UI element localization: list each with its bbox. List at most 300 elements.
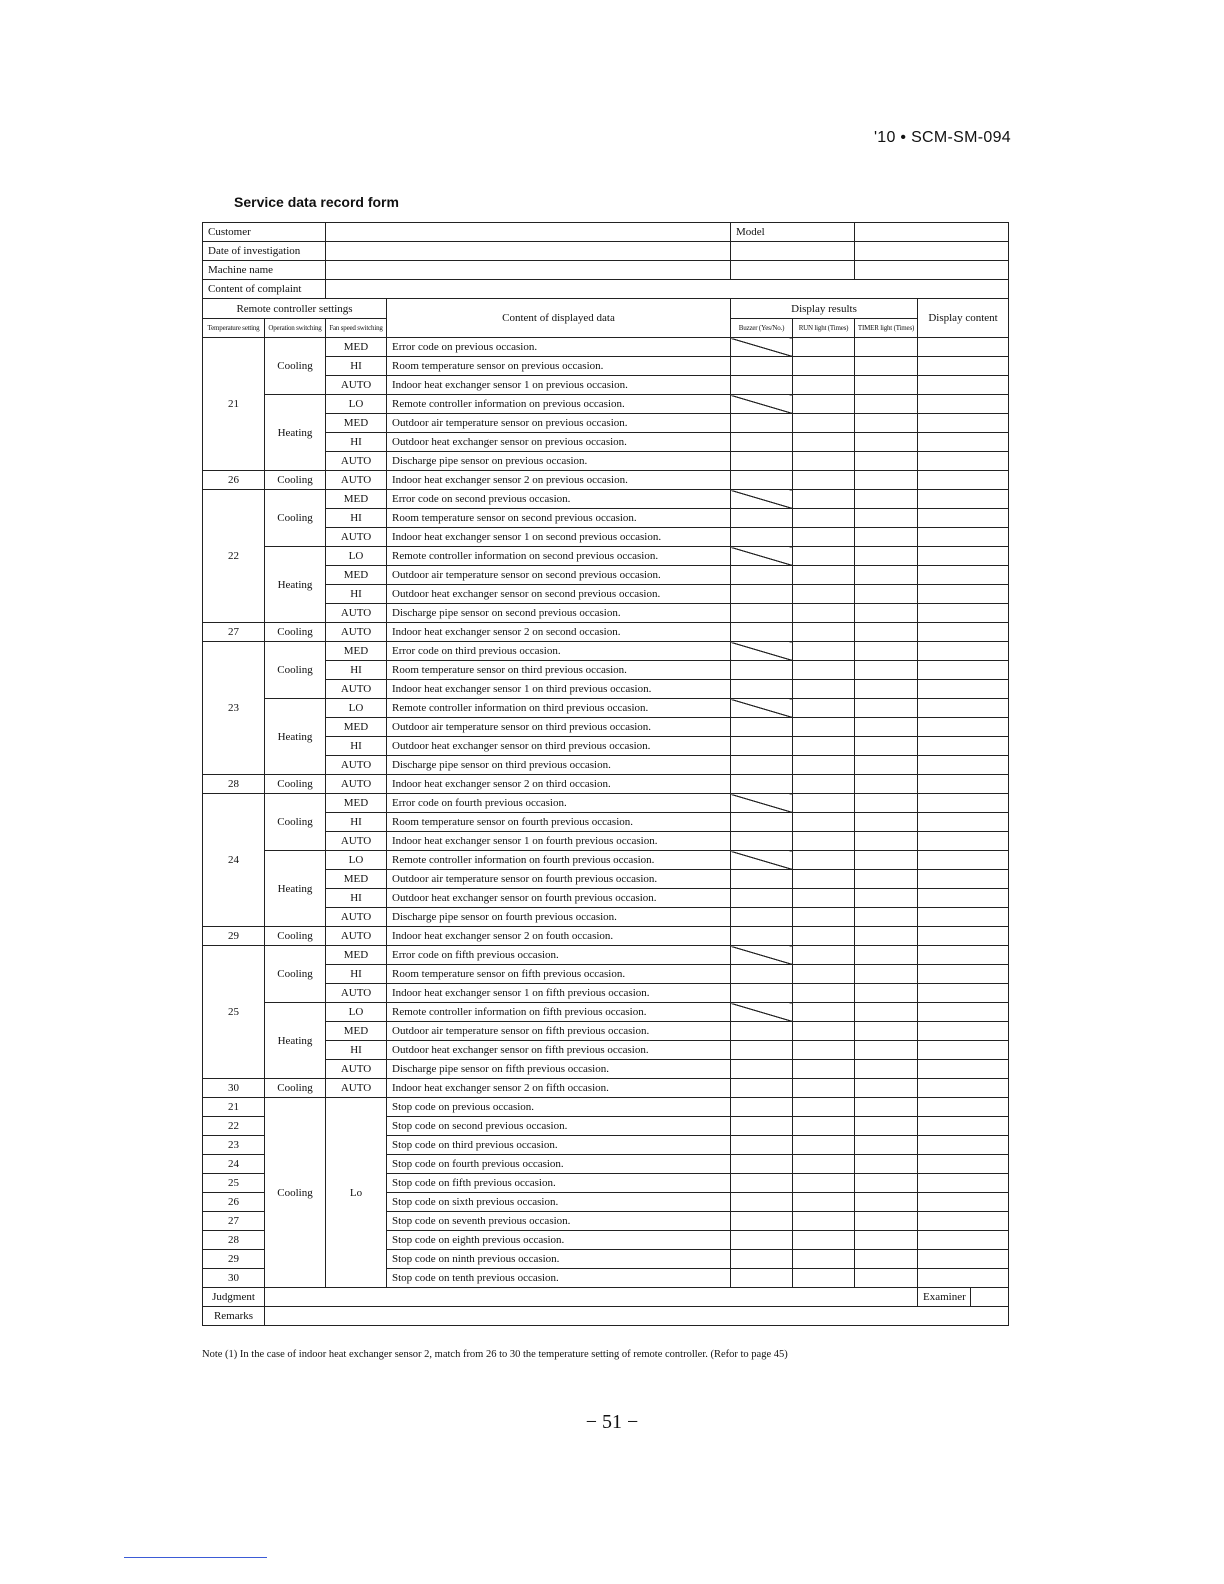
display-content-cell[interactable] bbox=[918, 547, 1009, 566]
temp-setting-cell: 25 bbox=[203, 1174, 265, 1193]
timer-light-cell[interactable] bbox=[855, 1060, 918, 1079]
timer-light-cell[interactable] bbox=[855, 566, 918, 585]
run-light-cell[interactable] bbox=[793, 661, 855, 680]
timer-light-cell[interactable] bbox=[855, 604, 918, 623]
timer-light-cell[interactable] bbox=[855, 623, 918, 642]
buzzer-cell[interactable] bbox=[731, 1212, 793, 1231]
fan-speed-cell: HI bbox=[326, 813, 387, 832]
run-light-cell[interactable] bbox=[793, 338, 855, 357]
display-content-cell[interactable] bbox=[918, 737, 1009, 756]
run-light-cell[interactable] bbox=[793, 395, 855, 414]
display-content-cell[interactable] bbox=[918, 1250, 1009, 1269]
display-content-cell[interactable] bbox=[918, 433, 1009, 452]
buzzer-cell[interactable] bbox=[731, 699, 793, 718]
buzzer-cell[interactable] bbox=[731, 851, 793, 870]
data-row bbox=[203, 1003, 1009, 1022]
buzzer-cell[interactable] bbox=[731, 1079, 793, 1098]
temp-setting-cell: 21 bbox=[203, 338, 265, 471]
timer-light-cell[interactable] bbox=[855, 376, 918, 395]
run-light-cell[interactable] bbox=[793, 585, 855, 604]
buzzer-cell[interactable] bbox=[731, 566, 793, 585]
buzzer-cell[interactable] bbox=[731, 490, 793, 509]
temp-setting-cell: 28 bbox=[203, 1231, 265, 1250]
timer-light-cell[interactable] bbox=[855, 851, 918, 870]
temp-setting-header: Temperature setting bbox=[203, 319, 265, 338]
fan-speed-cell: MED bbox=[326, 1022, 387, 1041]
content-header: Content of displayed data bbox=[387, 299, 731, 338]
run-light-cell[interactable] bbox=[793, 1041, 855, 1060]
content-cell: Indoor heat exchanger sensor 1 on fourth previous occasion. bbox=[387, 832, 731, 851]
customer-label: Customer bbox=[203, 223, 326, 242]
run-light-cell[interactable] bbox=[793, 1269, 855, 1288]
complaint-field[interactable] bbox=[326, 280, 1009, 299]
display-content-cell[interactable] bbox=[918, 1022, 1009, 1041]
run-light-cell[interactable] bbox=[793, 471, 855, 490]
content-cell: Error code on fifth previous occasion. bbox=[387, 946, 731, 965]
run-light-cell[interactable] bbox=[793, 756, 855, 775]
timer-light-cell[interactable] bbox=[855, 775, 918, 794]
temp-setting-cell: 28 bbox=[203, 775, 265, 794]
run-light-cell[interactable] bbox=[793, 775, 855, 794]
buzzer-cell[interactable] bbox=[731, 642, 793, 661]
content-cell: Outdoor air temperature sensor on second previous occasion. bbox=[387, 566, 731, 585]
timer-light-cell[interactable] bbox=[855, 908, 918, 927]
run-light-cell[interactable] bbox=[793, 965, 855, 984]
content-cell: Error code on second previous occasion. bbox=[387, 490, 731, 509]
display-content-cell[interactable] bbox=[918, 1193, 1009, 1212]
display-content-cell[interactable] bbox=[918, 395, 1009, 414]
buzzer-cell[interactable] bbox=[731, 927, 793, 946]
content-cell: Stop code on fourth previous occasion. bbox=[387, 1155, 731, 1174]
run-light-cell[interactable] bbox=[793, 737, 855, 756]
buzzer-cell[interactable] bbox=[731, 832, 793, 851]
run-light-cell[interactable] bbox=[793, 1022, 855, 1041]
buzzer-cell[interactable] bbox=[731, 509, 793, 528]
remarks-row bbox=[203, 1307, 1009, 1326]
fan-speed-cell: HI bbox=[326, 965, 387, 984]
display-content-cell[interactable] bbox=[918, 642, 1009, 661]
buzzer-cell[interactable] bbox=[731, 756, 793, 775]
timer-light-cell[interactable] bbox=[855, 737, 918, 756]
display-content-cell[interactable] bbox=[918, 1098, 1009, 1117]
timer-light-cell[interactable] bbox=[855, 585, 918, 604]
buzzer-cell[interactable] bbox=[731, 1003, 793, 1022]
timer-light-cell[interactable] bbox=[855, 1174, 918, 1193]
display-content-cell[interactable] bbox=[918, 357, 1009, 376]
buzzer-cell[interactable] bbox=[731, 1060, 793, 1079]
timer-light-cell[interactable] bbox=[855, 1079, 918, 1098]
content-cell: Discharge pipe sensor on third previous occasion. bbox=[387, 756, 731, 775]
display-content-cell[interactable] bbox=[918, 585, 1009, 604]
timer-light-cell[interactable] bbox=[855, 1098, 918, 1117]
fan-speed-cell: MED bbox=[326, 946, 387, 965]
buzzer-cell[interactable] bbox=[731, 718, 793, 737]
buzzer-cell[interactable] bbox=[731, 870, 793, 889]
display-content-cell[interactable] bbox=[918, 661, 1009, 680]
fan-speed-cell: AUTO bbox=[326, 1079, 387, 1098]
machine-label: Machine name bbox=[203, 261, 326, 280]
run-light-cell[interactable] bbox=[793, 1155, 855, 1174]
fan-speed-cell: LO bbox=[326, 1003, 387, 1022]
buzzer-cell[interactable] bbox=[731, 395, 793, 414]
buzzer-cell[interactable] bbox=[731, 908, 793, 927]
data-row bbox=[203, 642, 1009, 661]
run-light-cell[interactable] bbox=[793, 832, 855, 851]
buzzer-cell[interactable] bbox=[731, 794, 793, 813]
display-content-cell[interactable] bbox=[918, 984, 1009, 1003]
content-cell: Outdoor heat exchanger sensor on previous occasion. bbox=[387, 433, 731, 452]
display-content-cell[interactable] bbox=[918, 471, 1009, 490]
display-content-cell[interactable] bbox=[918, 813, 1009, 832]
timer-light-cell[interactable] bbox=[855, 357, 918, 376]
content-cell: Outdoor air temperature sensor on fifth previous occasion. bbox=[387, 1022, 731, 1041]
buzzer-cell[interactable] bbox=[731, 965, 793, 984]
timer-light-cell[interactable] bbox=[855, 1250, 918, 1269]
timer-light-cell[interactable] bbox=[855, 414, 918, 433]
page-number: − 51 − bbox=[585, 1411, 639, 1433]
temp-setting-cell: 29 bbox=[203, 1250, 265, 1269]
timer-light-cell[interactable] bbox=[855, 528, 918, 547]
run-light-cell[interactable] bbox=[793, 1193, 855, 1212]
timer-light-cell[interactable] bbox=[855, 984, 918, 1003]
timer-light-cell[interactable] bbox=[855, 965, 918, 984]
display-content-cell[interactable] bbox=[918, 566, 1009, 585]
buzzer-cell[interactable] bbox=[731, 946, 793, 965]
content-cell: Stop code on seventh previous occasion. bbox=[387, 1212, 731, 1231]
run-light-cell[interactable] bbox=[793, 1079, 855, 1098]
temp-setting-cell: 22 bbox=[203, 490, 265, 623]
timer-light-cell[interactable] bbox=[855, 661, 918, 680]
fan-speed-cell: MED bbox=[326, 338, 387, 357]
buzzer-cell[interactable] bbox=[731, 547, 793, 566]
timer-light-cell[interactable] bbox=[855, 338, 918, 357]
timer-light-cell[interactable] bbox=[855, 699, 918, 718]
date-extra-field-2[interactable] bbox=[855, 242, 1009, 261]
buzzer-cell[interactable] bbox=[731, 1136, 793, 1155]
fan-speed-cell: MED bbox=[326, 794, 387, 813]
buzzer-cell[interactable] bbox=[731, 1250, 793, 1269]
run-light-cell[interactable] bbox=[793, 813, 855, 832]
date-field[interactable] bbox=[326, 242, 731, 261]
fan-speed-cell: HI bbox=[326, 509, 387, 528]
buzzer-cell[interactable] bbox=[731, 1231, 793, 1250]
timer-light-cell[interactable] bbox=[855, 1041, 918, 1060]
content-cell: Stop code on fifth previous occasion. bbox=[387, 1174, 731, 1193]
buzzer-cell[interactable] bbox=[731, 414, 793, 433]
buzzer-cell[interactable] bbox=[731, 452, 793, 471]
run-light-cell[interactable] bbox=[793, 566, 855, 585]
run-light-cell[interactable] bbox=[793, 680, 855, 699]
run-light-cell[interactable] bbox=[793, 642, 855, 661]
customer-field[interactable] bbox=[326, 223, 731, 242]
run-light-cell[interactable] bbox=[793, 908, 855, 927]
buzzer-cell[interactable] bbox=[731, 680, 793, 699]
buzzer-cell[interactable] bbox=[731, 1098, 793, 1117]
timer-light-cell[interactable] bbox=[855, 870, 918, 889]
run-light-cell[interactable] bbox=[793, 718, 855, 737]
op-cooling-cell: Cooling bbox=[265, 1098, 326, 1288]
timer-light-header: TIMER light (Times) bbox=[855, 319, 918, 338]
display-content-cell[interactable] bbox=[918, 528, 1009, 547]
temp-setting-cell: 26 bbox=[203, 471, 265, 490]
run-light-cell[interactable] bbox=[793, 889, 855, 908]
run-light-cell[interactable] bbox=[793, 452, 855, 471]
run-light-cell[interactable] bbox=[793, 376, 855, 395]
timer-light-cell[interactable] bbox=[855, 680, 918, 699]
display-content-cell[interactable] bbox=[918, 376, 1009, 395]
run-light-cell[interactable] bbox=[793, 547, 855, 566]
complaint-label: Content of complaint bbox=[203, 280, 326, 299]
display-content-cell[interactable] bbox=[918, 870, 1009, 889]
display-content-cell[interactable] bbox=[918, 1174, 1009, 1193]
display-content-cell[interactable] bbox=[918, 965, 1009, 984]
fan-speed-cell: HI bbox=[326, 1041, 387, 1060]
display-content-cell[interactable] bbox=[918, 851, 1009, 870]
display-content-cell[interactable] bbox=[918, 1079, 1009, 1098]
fan-speed-cell: AUTO bbox=[326, 680, 387, 699]
data-row bbox=[203, 699, 1009, 718]
date-extra-field[interactable] bbox=[731, 242, 855, 261]
display-content-cell[interactable] bbox=[918, 490, 1009, 509]
content-cell: Indoor heat exchanger sensor 2 on third occasion. bbox=[387, 775, 731, 794]
content-cell: Remote controller information on second previous occasion. bbox=[387, 547, 731, 566]
timer-light-cell[interactable] bbox=[855, 547, 918, 566]
content-cell: Stop code on sixth previous occasion. bbox=[387, 1193, 731, 1212]
timer-light-cell[interactable] bbox=[855, 1269, 918, 1288]
buzzer-cell[interactable] bbox=[731, 889, 793, 908]
timer-light-cell[interactable] bbox=[855, 927, 918, 946]
timer-light-cell[interactable] bbox=[855, 433, 918, 452]
run-light-cell[interactable] bbox=[793, 1136, 855, 1155]
display-content-cell[interactable] bbox=[918, 623, 1009, 642]
timer-light-cell[interactable] bbox=[855, 1022, 918, 1041]
data-row bbox=[203, 851, 1009, 870]
timer-light-cell[interactable] bbox=[855, 1117, 918, 1136]
op-cooling-cell: Cooling bbox=[265, 794, 326, 851]
display-results-header: Display results bbox=[731, 299, 918, 319]
display-content-cell[interactable] bbox=[918, 680, 1009, 699]
judgment-field[interactable] bbox=[265, 1288, 918, 1307]
buzzer-cell[interactable] bbox=[731, 1022, 793, 1041]
buzzer-cell[interactable] bbox=[731, 338, 793, 357]
model-label: Model bbox=[731, 223, 855, 242]
timer-light-cell[interactable] bbox=[855, 794, 918, 813]
buzzer-cell[interactable] bbox=[731, 1041, 793, 1060]
buzzer-cell[interactable] bbox=[731, 1269, 793, 1288]
display-content-cell[interactable] bbox=[918, 1231, 1009, 1250]
service-data-record-table bbox=[202, 222, 1009, 1326]
timer-light-cell[interactable] bbox=[855, 642, 918, 661]
judgment-row bbox=[203, 1288, 1009, 1307]
display-content-cell[interactable] bbox=[918, 699, 1009, 718]
display-content-cell[interactable] bbox=[918, 832, 1009, 851]
timer-light-cell[interactable] bbox=[855, 1212, 918, 1231]
timer-light-cell[interactable] bbox=[855, 718, 918, 737]
display-content-cell[interactable] bbox=[918, 604, 1009, 623]
content-cell: Outdoor air temperature sensor on previous occasion. bbox=[387, 414, 731, 433]
fan-speed-cell: HI bbox=[326, 585, 387, 604]
buzzer-cell[interactable] bbox=[731, 1155, 793, 1174]
content-cell: Discharge pipe sensor on fourth previous occasion. bbox=[387, 908, 731, 927]
content-cell: Indoor heat exchanger sensor 2 on second occasion. bbox=[387, 623, 731, 642]
display-content-cell[interactable] bbox=[918, 1117, 1009, 1136]
display-content-cell[interactable] bbox=[918, 338, 1009, 357]
run-light-cell[interactable] bbox=[793, 1098, 855, 1117]
run-light-cell[interactable] bbox=[793, 1212, 855, 1231]
op-cooling-cell: Cooling bbox=[265, 623, 326, 642]
content-cell: Stop code on third previous occasion. bbox=[387, 1136, 731, 1155]
timer-light-cell[interactable] bbox=[855, 471, 918, 490]
display-content-cell[interactable] bbox=[918, 889, 1009, 908]
content-cell: Error code on previous occasion. bbox=[387, 338, 731, 357]
run-light-cell[interactable] bbox=[793, 927, 855, 946]
run-light-cell[interactable] bbox=[793, 1231, 855, 1250]
content-cell: Remote controller information on third previous occasion. bbox=[387, 699, 731, 718]
buzzer-cell[interactable] bbox=[731, 775, 793, 794]
run-light-cell[interactable] bbox=[793, 1174, 855, 1193]
buzzer-cell[interactable] bbox=[731, 1174, 793, 1193]
fan-speed-cell: AUTO bbox=[326, 984, 387, 1003]
display-content-cell[interactable] bbox=[918, 414, 1009, 433]
op-cooling-cell: Cooling bbox=[265, 642, 326, 699]
run-light-cell[interactable] bbox=[793, 946, 855, 965]
content-cell: Room temperature sensor on fifth previous occasion. bbox=[387, 965, 731, 984]
display-content-cell[interactable] bbox=[918, 794, 1009, 813]
run-light-cell[interactable] bbox=[793, 794, 855, 813]
display-content-cell[interactable] bbox=[918, 1041, 1009, 1060]
buzzer-cell[interactable] bbox=[731, 1193, 793, 1212]
run-light-cell[interactable] bbox=[793, 984, 855, 1003]
buzzer-cell[interactable] bbox=[731, 623, 793, 642]
display-content-cell[interactable] bbox=[918, 509, 1009, 528]
run-light-cell[interactable] bbox=[793, 870, 855, 889]
buzzer-cell[interactable] bbox=[731, 471, 793, 490]
buzzer-cell[interactable] bbox=[731, 357, 793, 376]
sensor2-row bbox=[203, 1079, 1009, 1098]
remarks-label: Remarks bbox=[203, 1307, 265, 1326]
content-cell: Error code on fourth previous occasion. bbox=[387, 794, 731, 813]
machine-field[interactable] bbox=[326, 261, 731, 280]
machine-extra-field-2[interactable] bbox=[855, 261, 1009, 280]
temp-setting-cell: 21 bbox=[203, 1098, 265, 1117]
timer-light-cell[interactable] bbox=[855, 756, 918, 775]
customer-row bbox=[203, 223, 1009, 242]
timer-light-cell[interactable] bbox=[855, 509, 918, 528]
display-content-cell[interactable] bbox=[918, 1136, 1009, 1155]
content-cell: Indoor heat exchanger sensor 1 on previous occasion. bbox=[387, 376, 731, 395]
run-light-cell[interactable] bbox=[793, 1003, 855, 1022]
run-light-cell[interactable] bbox=[793, 490, 855, 509]
examiner-label: Examiner bbox=[918, 1288, 971, 1307]
buzzer-cell[interactable] bbox=[731, 604, 793, 623]
display-content-cell[interactable] bbox=[918, 756, 1009, 775]
fan-speed-cell: LO bbox=[326, 699, 387, 718]
display-content-cell[interactable] bbox=[918, 1003, 1009, 1022]
model-field[interactable] bbox=[855, 223, 1009, 242]
fan-speed-cell: HI bbox=[326, 737, 387, 756]
buzzer-cell[interactable] bbox=[731, 376, 793, 395]
display-content-header: Display content bbox=[918, 299, 1009, 338]
content-cell: Room temperature sensor on second previous occasion. bbox=[387, 509, 731, 528]
buzzer-cell[interactable] bbox=[731, 585, 793, 604]
run-light-cell[interactable] bbox=[793, 509, 855, 528]
display-content-cell[interactable] bbox=[918, 1060, 1009, 1079]
timer-light-cell[interactable] bbox=[855, 1155, 918, 1174]
display-content-cell[interactable] bbox=[918, 452, 1009, 471]
timer-light-cell[interactable] bbox=[855, 1193, 918, 1212]
examiner-field[interactable] bbox=[971, 1288, 1009, 1307]
content-cell: Outdoor heat exchanger sensor on fourth previous occasion. bbox=[387, 889, 731, 908]
timer-light-cell[interactable] bbox=[855, 889, 918, 908]
display-content-cell[interactable] bbox=[918, 1155, 1009, 1174]
buzzer-cell[interactable] bbox=[731, 661, 793, 680]
display-content-cell[interactable] bbox=[918, 1269, 1009, 1288]
timer-light-cell[interactable] bbox=[855, 813, 918, 832]
buzzer-cell[interactable] bbox=[731, 528, 793, 547]
timer-light-cell[interactable] bbox=[855, 1231, 918, 1250]
fan-speed-cell: AUTO bbox=[326, 775, 387, 794]
buzzer-cell[interactable] bbox=[731, 737, 793, 756]
display-content-cell[interactable] bbox=[918, 718, 1009, 737]
timer-light-cell[interactable] bbox=[855, 395, 918, 414]
machine-extra-field[interactable] bbox=[731, 261, 855, 280]
buzzer-cell[interactable] bbox=[731, 1117, 793, 1136]
run-light-cell[interactable] bbox=[793, 1060, 855, 1079]
run-light-cell[interactable] bbox=[793, 1117, 855, 1136]
document-id: '10 • SCM-SM-094 bbox=[873, 129, 1011, 146]
sensor2-row bbox=[203, 623, 1009, 642]
buzzer-cell[interactable] bbox=[731, 433, 793, 452]
display-content-cell[interactable] bbox=[918, 775, 1009, 794]
timer-light-cell[interactable] bbox=[855, 452, 918, 471]
timer-light-cell[interactable] bbox=[855, 490, 918, 509]
buzzer-cell[interactable] bbox=[731, 984, 793, 1003]
temp-setting-cell: 25 bbox=[203, 946, 265, 1079]
run-light-cell[interactable] bbox=[793, 528, 855, 547]
fan-speed-cell: HI bbox=[326, 889, 387, 908]
content-cell: Stop code on tenth previous occasion. bbox=[387, 1269, 731, 1288]
temp-setting-cell: 24 bbox=[203, 794, 265, 927]
buzzer-cell[interactable] bbox=[731, 813, 793, 832]
timer-light-cell[interactable] bbox=[855, 946, 918, 965]
run-light-cell[interactable] bbox=[793, 433, 855, 452]
temp-setting-cell: 23 bbox=[203, 642, 265, 775]
display-content-cell[interactable] bbox=[918, 1212, 1009, 1231]
timer-light-cell[interactable] bbox=[855, 1136, 918, 1155]
timer-light-cell[interactable] bbox=[855, 1003, 918, 1022]
footer-rule bbox=[124, 1557, 267, 1558]
content-cell: Indoor heat exchanger sensor 1 on fifth previous occasion. bbox=[387, 984, 731, 1003]
run-light-cell[interactable] bbox=[793, 414, 855, 433]
content-cell: Discharge pipe sensor on second previous occasion. bbox=[387, 604, 731, 623]
run-light-cell[interactable] bbox=[793, 1250, 855, 1269]
display-content-cell[interactable] bbox=[918, 946, 1009, 965]
temp-setting-cell: 23 bbox=[203, 1136, 265, 1155]
run-light-cell[interactable] bbox=[793, 357, 855, 376]
run-light-cell[interactable] bbox=[793, 604, 855, 623]
complaint-row bbox=[203, 280, 1009, 299]
display-content-cell[interactable] bbox=[918, 927, 1009, 946]
remarks-field[interactable] bbox=[265, 1307, 1009, 1326]
display-content-cell[interactable] bbox=[918, 908, 1009, 927]
run-light-cell[interactable] bbox=[793, 851, 855, 870]
fan-speed-cell: MED bbox=[326, 718, 387, 737]
run-light-cell[interactable] bbox=[793, 623, 855, 642]
temp-setting-cell: 30 bbox=[203, 1269, 265, 1288]
run-light-cell[interactable] bbox=[793, 699, 855, 718]
timer-light-cell[interactable] bbox=[855, 832, 918, 851]
fan-speed-cell: MED bbox=[326, 642, 387, 661]
